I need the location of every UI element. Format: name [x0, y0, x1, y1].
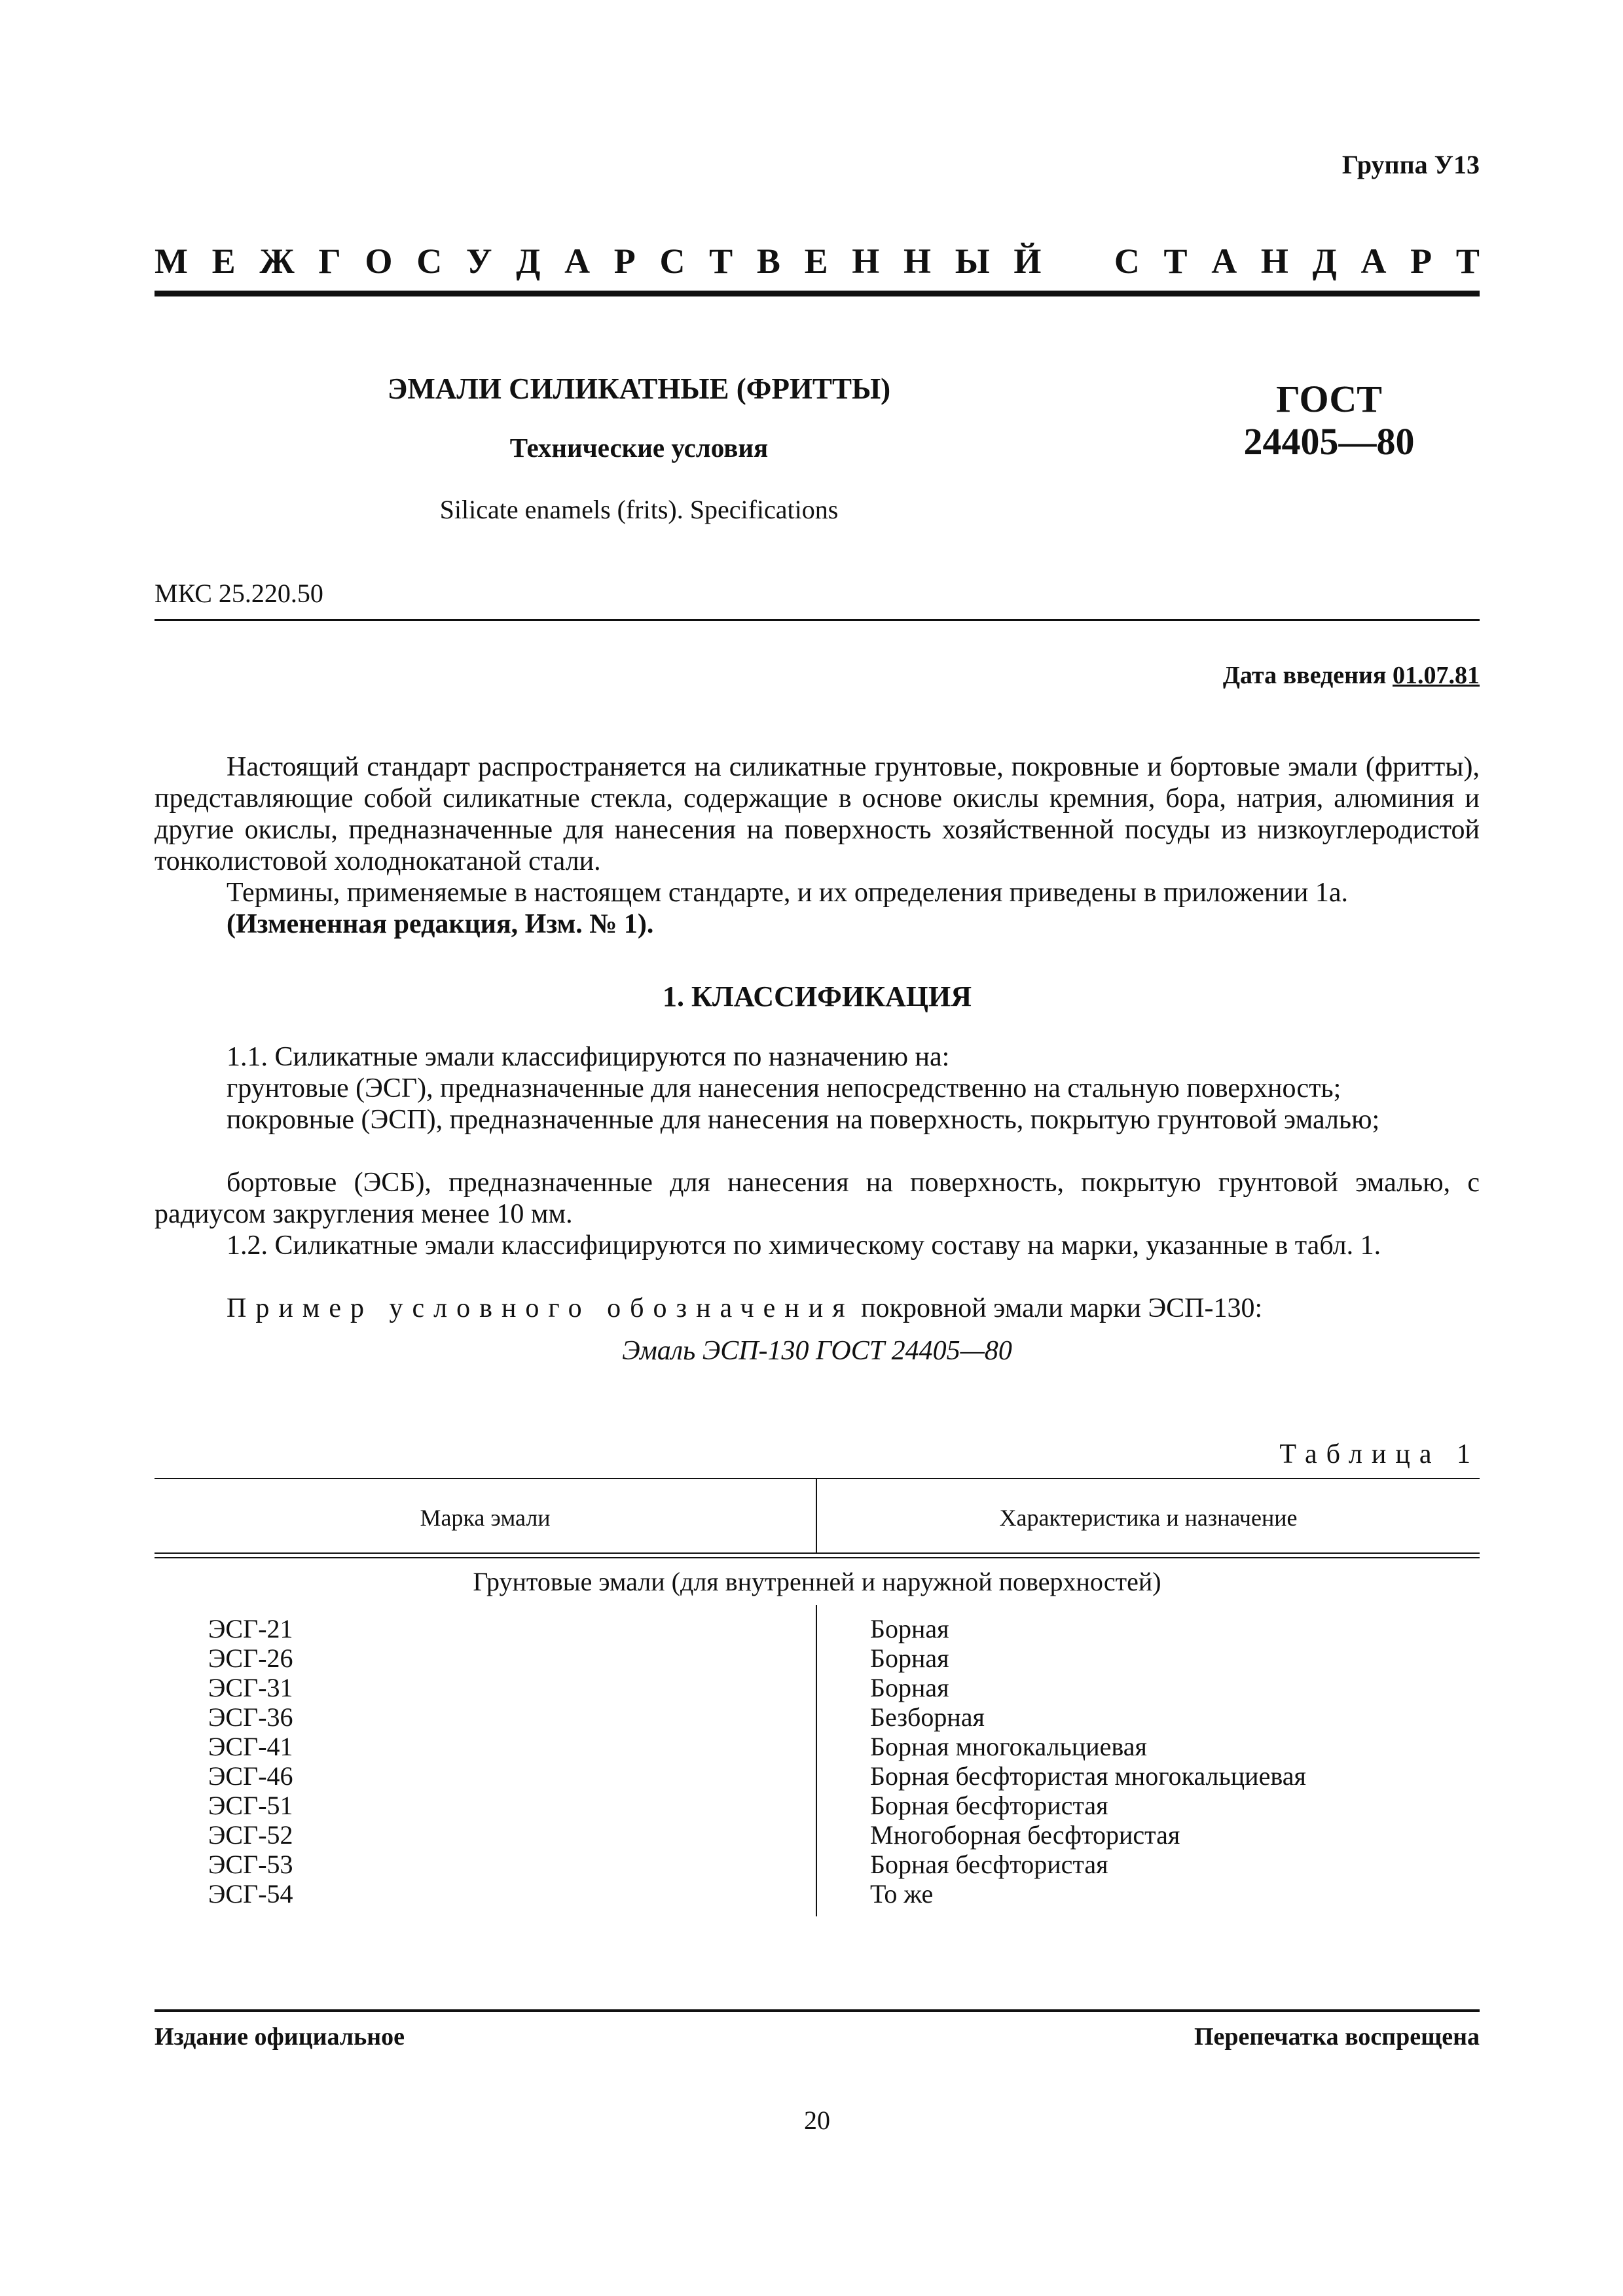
amendment-note: (Измененная редакция, Изм. № 1).: [227, 909, 654, 939]
table-row: [155, 1791, 1480, 1820]
section-heading: 1. КЛАССИФИКАЦИЯ: [663, 980, 972, 1013]
banner-letter: Р: [613, 242, 636, 281]
clause-1-1-cover: покровные (ЭСП), предназначенные для нанесения на поверхность, покрытую грунтовой эмалью;: [227, 1105, 1380, 1135]
table-rows: [155, 1614, 1480, 1909]
footer-rule: [155, 2009, 1480, 2012]
table-row: [155, 1732, 1480, 1761]
banner-letter: Н: [852, 242, 880, 281]
banner-letter: У: [465, 242, 492, 281]
banner-letter: Т: [1455, 242, 1480, 281]
banner-letter: Д: [516, 242, 541, 281]
page-number: 20: [804, 2106, 830, 2135]
header-rule: [155, 291, 1480, 296]
table-row: [155, 1820, 1480, 1850]
column-header-description: Характеристика и назначение: [999, 1505, 1298, 1531]
header-rule-2: [155, 1557, 1480, 1558]
table-row: [155, 1850, 1480, 1879]
enamel-mark: ЭСГ-26: [208, 1643, 293, 1673]
enamel-description: Борная бесфтористая: [870, 1850, 1108, 1879]
terms-paragraph: Термины, применяемые в настоящем стандарте, и их определения приведены в приложении 1а.: [227, 878, 1349, 908]
enamel-description: Борная бесфтористая: [870, 1791, 1108, 1820]
enamel-mark: ЭСГ-31: [208, 1673, 293, 1702]
table-row: [155, 1673, 1480, 1702]
mks-rule: [155, 619, 1480, 621]
table-row: [155, 1879, 1480, 1909]
gost-number: [1178, 378, 1480, 463]
table-caption: Таблица 1: [1279, 1439, 1480, 1469]
enamel-mark: ЭСГ-53: [208, 1850, 293, 1879]
table-row: [155, 1643, 1480, 1673]
english-title: Silicate enamels (frits). Specifications: [439, 495, 839, 524]
enamel-description: Многоборная бесфтористая: [870, 1820, 1180, 1850]
enamel-description: Борная: [870, 1614, 949, 1643]
standard-banner: [155, 243, 1480, 279]
enamel-description: Борная многокальциевая: [870, 1732, 1147, 1761]
designation-example: Эмаль ЭСП-130 ГОСТ 24405—80: [622, 1336, 1012, 1366]
enamel-mark: ЭСГ-52: [208, 1820, 293, 1850]
enamel-description: То же: [870, 1879, 934, 1909]
banner-letter: Г: [318, 242, 341, 281]
clause-1-1-ground: грунтовые (ЭСГ), предназначенные для нанесения непосредственно на стальную поверхность;: [227, 1073, 1341, 1103]
official-edition: Издание официальное: [155, 2023, 405, 2051]
mks-code: МКС 25.220.50: [155, 579, 323, 608]
table-row: [155, 1761, 1480, 1791]
table-row: [155, 1702, 1480, 1732]
banner-word-gap: [1065, 243, 1090, 279]
banner-letter: А: [1211, 242, 1237, 281]
example-lead-line: [155, 1293, 1480, 1324]
clause-1-1: 1.1. Силикатные эмали классифицируются по назначению на:: [227, 1042, 950, 1072]
intro-date: [982, 661, 1480, 690]
enamel-mark: ЭСГ-51: [208, 1791, 293, 1820]
enamel-description: Борная бесфтористая многокальциевая: [870, 1761, 1306, 1791]
clause-1-1-edge: бортовые (ЭСБ), предназначенные для нанесения на поверхность, покрытую грунтовой эмалью, с радиусом закругления менее 10 мм.: [155, 1168, 1480, 1229]
enamel-description: Борная: [870, 1673, 949, 1702]
header-column-divider: [816, 1478, 817, 1554]
banner-letter: Ж: [259, 242, 295, 281]
banner-letter: Т: [1163, 242, 1188, 281]
gost-label: ГОСТ: [1276, 378, 1382, 420]
enamel-mark: ЭСГ-46: [208, 1761, 293, 1791]
enamel-mark: ЭСГ-21: [208, 1614, 293, 1643]
table-row: [155, 1614, 1480, 1643]
banner-letter: Р: [1410, 242, 1432, 281]
enamel-mark: ЭСГ-36: [208, 1702, 293, 1732]
banner-letter: О: [365, 242, 393, 281]
clause-1-2: 1.2. Силикатные эмали классифицируются по химическому составу на марки, указанные в табл. 1.: [227, 1230, 1381, 1261]
column-header-mark: Марка эмали: [420, 1505, 551, 1531]
example-lead: Пример условного обозначения: [227, 1293, 854, 1323]
banner-letter: Д: [1312, 242, 1337, 281]
enamel-description: Безборная: [870, 1702, 985, 1732]
group-code: Группа У13: [1341, 150, 1480, 179]
gost-code: 24405—80: [1243, 420, 1415, 463]
banner-letter: А: [1360, 242, 1387, 281]
banner-letter: С: [416, 242, 443, 281]
banner-letter: Ы: [955, 242, 990, 281]
banner-letter: А: [564, 242, 591, 281]
banner-letter: М: [155, 242, 188, 281]
table-top-rule: [155, 1478, 1480, 1479]
intro-date-value: 01.07.81: [1393, 662, 1480, 689]
banner-letter: В: [756, 242, 780, 281]
enamel-description: Борная: [870, 1643, 949, 1673]
banner-letter: С: [1114, 242, 1140, 281]
reprint-prohibited: Перепечатка воспрещена: [1194, 2023, 1480, 2051]
banner-letter: Е: [211, 242, 236, 281]
table-group-row: Грунтовые эмали (для внутренней и наружной поверхностей): [473, 1567, 1161, 1596]
document-title: ЭМАЛИ СИЛИКАТНЫЕ (ФРИТТЫ): [387, 372, 891, 405]
banner-letter: Е: [804, 242, 828, 281]
enamel-mark: ЭСГ-54: [208, 1879, 293, 1909]
banner-letter: С: [659, 242, 685, 281]
header-rule-1: [155, 1552, 1480, 1554]
example-lead-rest: покровной эмали марки ЭСП-130:: [854, 1293, 1263, 1323]
document-subtitle: Технические условия: [509, 433, 769, 463]
banner-letter: Н: [903, 242, 932, 281]
intro-date-label: Дата введения: [1222, 662, 1387, 689]
banner-letter: Т: [709, 242, 733, 281]
scope-paragraph: Настоящий стандарт распространяется на силикатные грунтовые, покровные и бортовые эмали (фритты), представляющие собой силикатные стекла, содержащие в основе окислы кремния, бора, натрия, алюминия и другие окислы, предназначенные для нанесения на поверхность хозяйственной посуды из низкоуглеродистой тонколистовой холоднокатаной стали.: [155, 752, 1480, 876]
banner-letter: Й: [1013, 242, 1042, 281]
enamel-mark: ЭСГ-41: [208, 1732, 293, 1761]
banner-letter: Н: [1260, 242, 1288, 281]
